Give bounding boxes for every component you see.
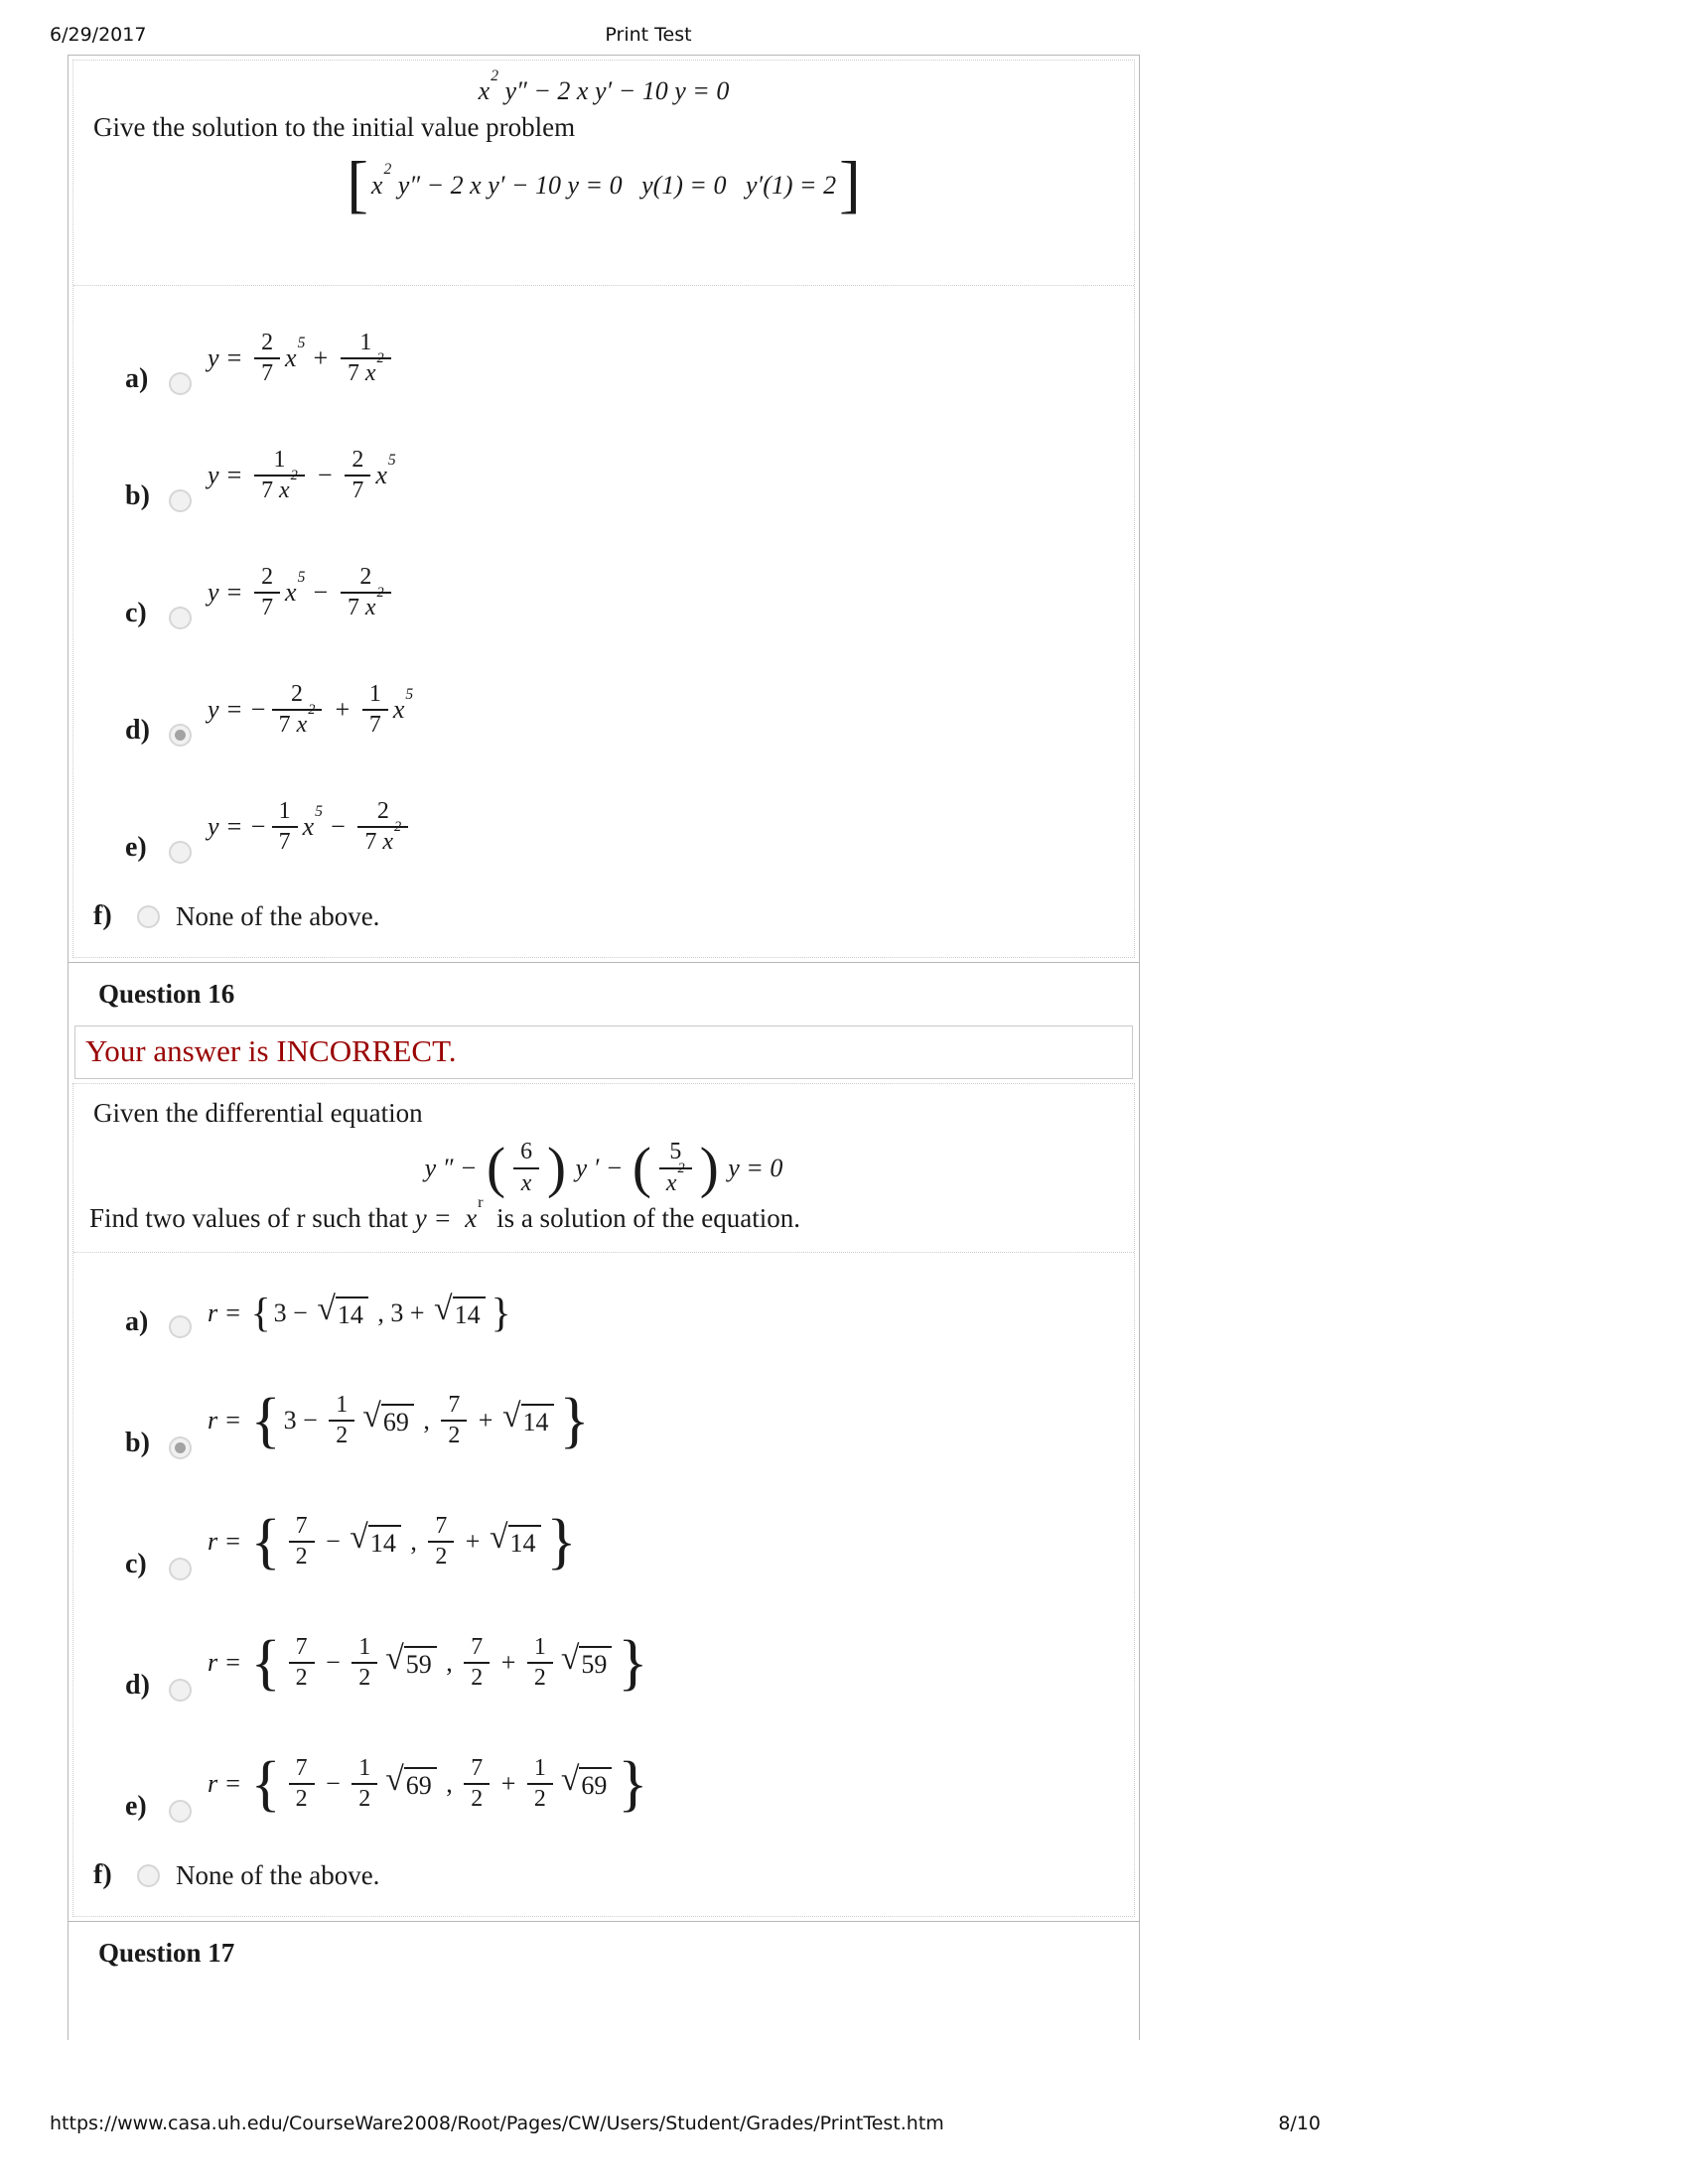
page-header [0, 24, 1297, 50]
question-16-statement [73, 1084, 1134, 1253]
q15-prompt-text: Give the solution to the initial value problem [93, 112, 576, 142]
option-formula: y = − $\frac{2}{7 x^2}$ + $\frac{1}{7}$ $x^5$ [208, 680, 414, 738]
option-text: None of the above. [176, 1859, 380, 1890]
option-label: c) [125, 1549, 147, 1579]
option-row-f [73, 886, 1134, 947]
option-text: None of the above. [176, 900, 380, 931]
option-label: f) [93, 1859, 112, 1890]
q15-options [73, 286, 1134, 957]
q16-options [73, 1253, 1134, 1916]
header-date: 6/29/2017 [50, 24, 147, 46]
option-row-b [73, 1360, 1134, 1481]
option-label: f) [93, 900, 112, 931]
option-row-c [73, 1481, 1134, 1602]
footer-page-number: 8/10 [1278, 2113, 1321, 2134]
radio-button[interactable] [169, 607, 192, 629]
footer-url: https://www.casa.uh.edu/CourseWare2008/Root/Pages/CW/Users/Student/Grades/PrintTest.htm [50, 2113, 944, 2134]
option-label: a) [125, 363, 149, 394]
option-formula: y = $\frac{2}{7}$ $x^5$ + $\frac{1}{7 x^2}$ [208, 330, 396, 388]
question-15-wrapper [72, 60, 1135, 958]
option-formula: r = { 7 2 − $\frac{1}{2}$ √ 69 , 7 2 + $\frac{1}{2}$ √ 69 } [208, 1748, 648, 1818]
radio-button[interactable] [137, 1864, 160, 1887]
radio-button[interactable] [169, 841, 192, 864]
radio-button[interactable] [169, 1679, 192, 1702]
radio-button[interactable] [169, 1800, 192, 1823]
q16-find-line: Find two values of r such that y = $x^r$ is a solution of the equation. [89, 1192, 801, 1233]
question-15-block [69, 60, 1139, 958]
option-label: b) [125, 480, 150, 511]
option-formula: y = $\frac{1}{7 x^2}$ − $\frac{2}{7}$ $x^5$ [208, 446, 396, 503]
question-17-block [69, 1921, 1139, 2040]
option-formula: y = − $\frac{1}{7}$ $x^5$ − $\frac{2}{7 x^2}$ [208, 798, 413, 857]
option-formula: r = { 7 2 − √ 14 , 7 2 + √ 14 } [208, 1506, 577, 1575]
option-row-d [73, 651, 1134, 768]
radio-button[interactable] [169, 724, 192, 747]
option-label: c) [125, 598, 147, 628]
radio-button[interactable] [169, 489, 192, 512]
question-16-title: Question 16 [98, 979, 235, 1009]
option-row-e [73, 768, 1134, 886]
q15-ivp-equation: [ $x^2$ y″ − 2 x y′ − 10 y = 0 y(1) = 0 y′(1) = 2 ] [347, 149, 861, 220]
option-label: e) [125, 1791, 147, 1822]
option-row-a [73, 300, 1134, 417]
radio-button[interactable] [169, 1315, 192, 1338]
radio-button[interactable] [169, 1558, 192, 1580]
option-row-e [73, 1723, 1134, 1844]
option-row-c [73, 534, 1134, 651]
question-16-wrapper [72, 1083, 1135, 1917]
option-formula: r = { 3 − √ 14 , 3 + √ 14 } [208, 1290, 511, 1336]
answer-status-text: Your answer is INCORRECT. [85, 1033, 457, 1068]
option-label: e) [125, 832, 147, 863]
question-15-statement [73, 61, 1134, 286]
radio-button[interactable] [169, 1436, 192, 1459]
option-label: b) [125, 1428, 150, 1458]
radio-button[interactable] [137, 905, 160, 928]
q16-display-equation: y ″ − ( 6 x ) y ′ − ( 5 $x^2$ ) y = 0 [424, 1136, 783, 1199]
question-17-title: Question 17 [98, 1938, 235, 1968]
option-row-b [73, 417, 1134, 534]
option-label: d) [125, 715, 150, 746]
option-row-f [73, 1844, 1134, 1906]
option-label: d) [125, 1670, 150, 1701]
radio-button[interactable] [169, 372, 192, 395]
option-formula: r = { 3 − $\frac{1}{2}$ √ 69 , 7 2 + √ 14 } [208, 1385, 590, 1454]
test-table [68, 55, 1140, 2040]
question-16-block [69, 962, 1139, 1917]
q16-given-text: Given the differential equation [93, 1098, 423, 1128]
option-formula: r = { 7 2 − $\frac{1}{2}$ √ 59 , 7 2 + $\frac{1}{2}$ √ 59 } [208, 1627, 648, 1697]
option-row-a [73, 1267, 1134, 1360]
answer-status-box [74, 1025, 1133, 1079]
option-formula: y = $\frac{2}{7}$ $x^5$ − $\frac{2}{7 x^2}$ [208, 564, 396, 622]
page-footer [50, 2113, 1321, 2134]
option-label: a) [125, 1306, 149, 1337]
header-title: Print Test [605, 24, 692, 46]
option-row-d [73, 1602, 1134, 1723]
q15-display-equation: $x^2$ y″ − 2 x y′ − 10 y = 0 [478, 67, 730, 105]
